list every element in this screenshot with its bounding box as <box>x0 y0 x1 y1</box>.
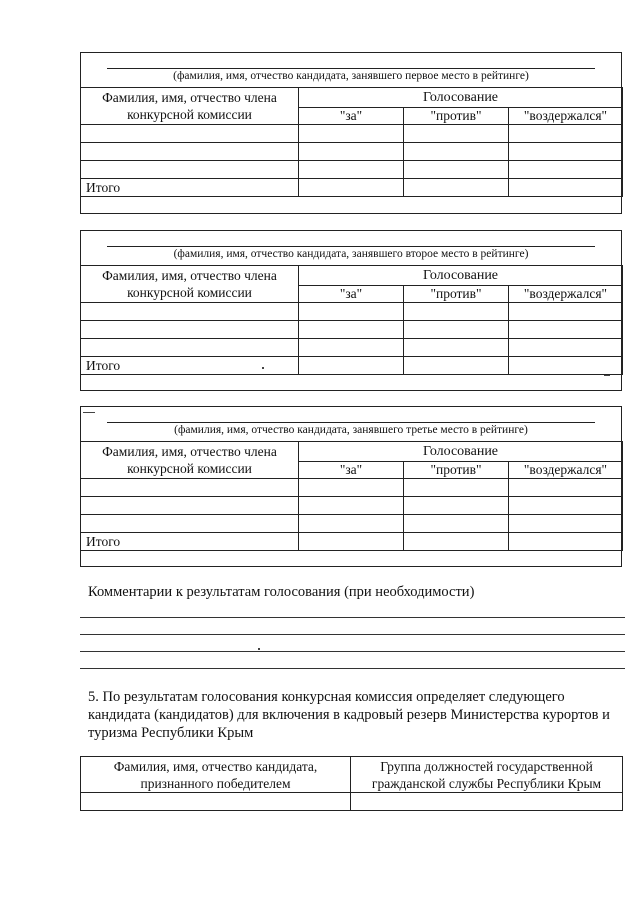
table-row <box>81 125 623 143</box>
total-label: Итого <box>81 357 299 375</box>
vote-against-header: "против" <box>404 108 509 125</box>
comment-line <box>80 651 625 652</box>
voting-header: Голосование <box>299 88 623 108</box>
total-label: Итого <box>81 533 299 551</box>
table-row <box>81 793 623 811</box>
table-row <box>81 321 623 339</box>
vote-abstained-header: "воздержался" <box>509 286 623 303</box>
candidate-name-line <box>107 68 595 69</box>
candidate-caption: (фамилия, имя, отчество кандидата, занявшего третье место в рейтинге) <box>174 424 528 436</box>
section-5-text: 5. По результатам голосования конкурсная комиссия определяет следующего кандидата (кандидатов) для включения в кадровый резерв Министерства курортов и туризма Республики Крым <box>88 689 610 741</box>
vote-abstained-header: "воздержался" <box>509 462 623 479</box>
scan-speck <box>262 367 264 369</box>
scan-speck <box>604 375 610 376</box>
voting-table <box>80 441 623 551</box>
total-row <box>81 179 623 197</box>
vote-against-header: "против" <box>404 462 509 479</box>
table-row <box>81 339 623 357</box>
comment-line <box>80 634 625 635</box>
member-column-header: Фамилия, имя, отчество члена конкурсной комиссии <box>81 442 299 479</box>
scan-speck <box>258 648 260 650</box>
vote-block-third-place <box>80 406 622 567</box>
table-row <box>81 479 623 497</box>
voting-table <box>80 265 623 375</box>
member-column-header: Фамилия, имя, отчество члена конкурсной комиссии <box>81 266 299 303</box>
total-row <box>81 357 623 375</box>
candidate-name-line <box>107 422 595 423</box>
voting-table <box>80 87 623 197</box>
vote-for-header: "за" <box>299 286 404 303</box>
candidate-caption: (фамилия, имя, отчество кандидата, занявшего первое место в рейтинге) <box>173 70 529 82</box>
table-row <box>81 515 623 533</box>
comment-line <box>80 668 625 669</box>
table-row <box>81 303 623 321</box>
comment-line <box>80 617 625 618</box>
voting-header: Голосование <box>299 266 623 286</box>
total-label: Итого <box>81 179 299 197</box>
vote-for-header: "за" <box>299 462 404 479</box>
winner-table <box>80 756 623 811</box>
vote-for-header: "за" <box>299 108 404 125</box>
table-row <box>81 497 623 515</box>
vote-block-second-place <box>80 230 622 391</box>
total-row <box>81 533 623 551</box>
candidate-name-line <box>107 246 595 247</box>
table-row <box>81 143 623 161</box>
candidate-caption: (фамилия, имя, отчество кандидата, занявшего второе место в рейтинге) <box>173 248 529 260</box>
vote-against-header: "против" <box>404 286 509 303</box>
position-group-header: Группа должностей государственной гражданской службы Республики Крым <box>351 757 623 793</box>
winner-name-header: Фамилия, имя, отчество кандидата, признанного победителем <box>81 757 351 793</box>
scan-speck <box>83 412 95 413</box>
member-column-header: Фамилия, имя, отчество члена конкурсной комиссии <box>81 88 299 125</box>
voting-header: Голосование <box>299 442 623 462</box>
vote-abstained-header: "воздержался" <box>509 108 623 125</box>
vote-block-first-place <box>80 52 622 214</box>
comments-title: Комментарии к результатам голосования (при необходимости) <box>88 584 475 600</box>
table-row <box>81 161 623 179</box>
